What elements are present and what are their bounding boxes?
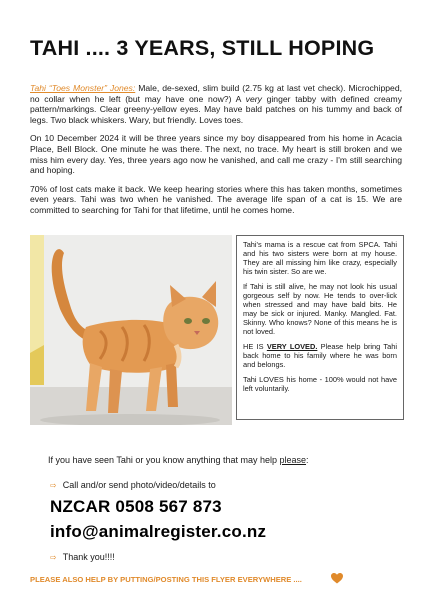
flyer-title: TAHI .... 3 YEARS, STILL HOPING — [30, 36, 375, 60]
contact-email[interactable]: info@animalregister.co.nz — [50, 522, 267, 541]
heart-icon — [331, 573, 343, 584]
thanks-bullet: ⇨ Thank you!!!! — [50, 552, 115, 562]
cat-photo — [30, 235, 232, 425]
family-paragraph: Tahi's mama is a rescue cat from SPCA. Tahi and his two sisters were born at my house. They are all missing him like crazy, especially his twin sister. So are we. — [243, 240, 397, 276]
description-paragraph: Tahi “Toes Monster” Jones: Male, de-sexed, slim build (2.75 kg at last vet check). Microchipped, no collar when he left (but may have one now?) A very ginger tabby with defined creamy pattern/markings. Clear greeny-yellow eyes. May have bald patches on his tummy and back of legs. Two black whiskers. Wary, but friendly. Loves toes. — [30, 83, 403, 125]
contact-phone[interactable]: NZCAR 0508 567 873 — [50, 497, 222, 516]
help-request: If you have seen Tahi or you know anything that may help please: — [48, 455, 309, 465]
intro-section — [30, 83, 402, 224]
arrow-right-icon: ⇨ — [50, 552, 57, 562]
home-paragraph: Tahi LOVES his home - 100% would not have left voluntarily. — [243, 375, 397, 393]
flyer-footer: PLEASE ALSO HELP BY PUTTING/POSTING THIS FLYER EVERYWHERE .... — [30, 575, 302, 584]
story-box — [236, 235, 404, 420]
appearance-paragraph: If Tahi is still alive, he may not look his usual gorgeous self by now. He tends to over-lick when stressed and may have bald bits. He may be sick or injured. Manky. Mangled. Fat. Skinny. Who knows? None of this means he is not loved. — [243, 282, 397, 336]
cat-nickname: Tahi “Toes Monster” Jones: — [30, 83, 136, 93]
ginger-cat-image — [30, 235, 232, 425]
disappearance-paragraph: On 10 December 2024 it will be three years since my boy disappeared from his home in Acacia Place, Bell Block. One minute he was there. The next, no trace. My heart is still broken and we miss him every day. Yes, three years ago now he vanished, and call me crazy - I'm still searching and hoping. — [30, 133, 402, 176]
statistics-paragraph: 70% of lost cats make it back. We keep hearing stories where this has taken months, sometimes even years. Tahi was two when he vanished. The average life span of a cat is 15. We are committed to searching for Tahi for that lifetime, until he comes home. — [30, 183, 402, 215]
loved-paragraph: HE IS VERY LOVED. Please help bring Tahi back home to his family where he was born and belongs. — [243, 342, 397, 369]
contact-bullet: ⇨ Call and/or send photo/video/details to — [50, 480, 216, 490]
arrow-right-icon: ⇨ — [50, 480, 57, 490]
